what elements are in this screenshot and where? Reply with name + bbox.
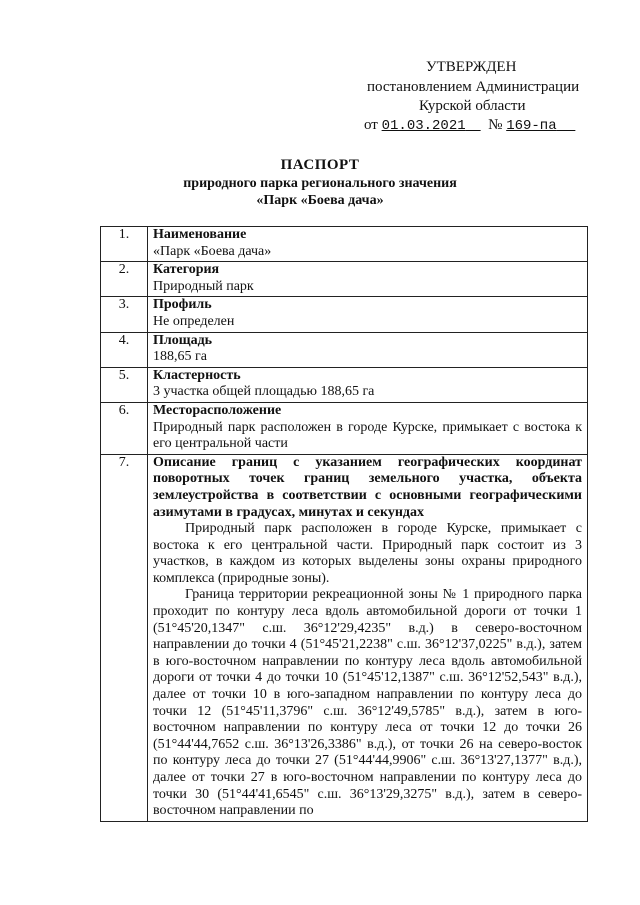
- row-heading: Площадь: [153, 332, 213, 348]
- row-heading: Профиль: [153, 297, 212, 313]
- row-content: [148, 402, 588, 454]
- row-heading: Категория: [153, 262, 220, 278]
- approval-title: УТВЕРЖДЕН: [426, 59, 517, 75]
- row-number: 2.: [101, 262, 148, 297]
- row-heading: Кластерность: [153, 367, 241, 383]
- row-content: [148, 332, 588, 367]
- row-number: 7.: [101, 454, 148, 821]
- row-value: 3 участка общей площадью 188,65 га: [153, 384, 375, 400]
- row-content: [148, 297, 588, 332]
- passport-subtitle-2: «Парк «Боева дача»: [256, 193, 384, 208]
- boundary-paragraph-2: Граница территории рекреационной зоны № 1 природного парка проходит по контуру леса вдоль автомобильной дороги от точки 1 (51°45'20,1347" с.ш. 36°12'29,4235" в.д.) в северо-восточном направлении до точки 4 (51°45'21,2238" с.ш. 36°12'37,0225" в.д.), затем в юго-восточном направлении по контуру леса вдоль автомобильной дороги от точки 4 до точки 10 (51°45'12,1387" с.ш. 36°12'52,543" в.д.), далее от точки 10 в юго-западном направлении по контуру леса до точки 12 (51°45'11,3796" с.ш. 36°12'49,5785" в.д.), затем в юго-восточном направлении по контуру леса от точки 12 до точки 26 (51°44'44,7652 с.ш. 36°13'26,3386" в.д.), от точки 26 на северо-восток по контуру леса до точки 27 (51°44'44,9906" с.ш. 36°13'27,1377" в.д.), далее от точки 27 в юго-восточном направлении по контуру леса до точки 30 (51°44'41,6545" с.ш. 36°13'29,3275" в.д.), затем в северо-восточном направлении по: [153, 587, 582, 819]
- approval-number: 169-па: [506, 118, 557, 134]
- table-row: [101, 297, 588, 332]
- row-value: Природный парк: [153, 278, 254, 294]
- row-value: Не определен: [153, 313, 235, 329]
- row-content: [148, 262, 588, 297]
- table-row: [101, 402, 588, 454]
- date-prefix: от: [364, 117, 378, 133]
- row-heading: Месторасположение: [153, 402, 282, 418]
- number-prefix: №: [488, 117, 503, 133]
- table-row: [101, 227, 588, 262]
- passport-title: ПАСПОРТ: [280, 157, 360, 173]
- approval-by: постановлением Администрации: [367, 79, 580, 95]
- row-number: 1.: [101, 227, 148, 262]
- row-value: Природный парк расположен в городе Курске, примыкает с востока к его центральной части: [153, 419, 582, 452]
- row-value: 188,65 га: [153, 349, 207, 365]
- table-row: [101, 367, 588, 402]
- table-row: [101, 262, 588, 297]
- row-number: 4.: [101, 332, 148, 367]
- row-heading: Описание границ с указанием географических координат поворотных точек границ земельного участка, объекта землеустройства в соответствии с основными географическими азимутами в градусах, минутах и секундах: [153, 454, 582, 520]
- approval-date: 01.03.2021: [381, 118, 466, 134]
- date-underline: [466, 117, 481, 133]
- row-content: [148, 367, 588, 402]
- row-heading: Наименование: [153, 227, 247, 242]
- table-row: [101, 332, 588, 367]
- number-underline: [557, 117, 576, 133]
- boundary-paragraph-1: Природный парк расположен в городе Курске, примыкает с востока к его центральной части. Природный парк состоит из 3 участков, в каждом из которых выделены зоны охраны природного комплекса (природные зоны).: [153, 521, 582, 586]
- passport-table: [100, 226, 588, 822]
- row-number: 6.: [101, 402, 148, 454]
- approval-region: Курской области: [419, 98, 526, 114]
- row-number: 5.: [101, 367, 148, 402]
- row-content: [148, 227, 588, 262]
- approval-date-number: [364, 116, 575, 136]
- row-content: [148, 454, 588, 821]
- row-value: «Парк «Боева дача»: [153, 243, 272, 259]
- table-row: [101, 454, 588, 821]
- passport-subtitle-1: природного парка регионального значения: [183, 176, 457, 191]
- row-number: 3.: [101, 297, 148, 332]
